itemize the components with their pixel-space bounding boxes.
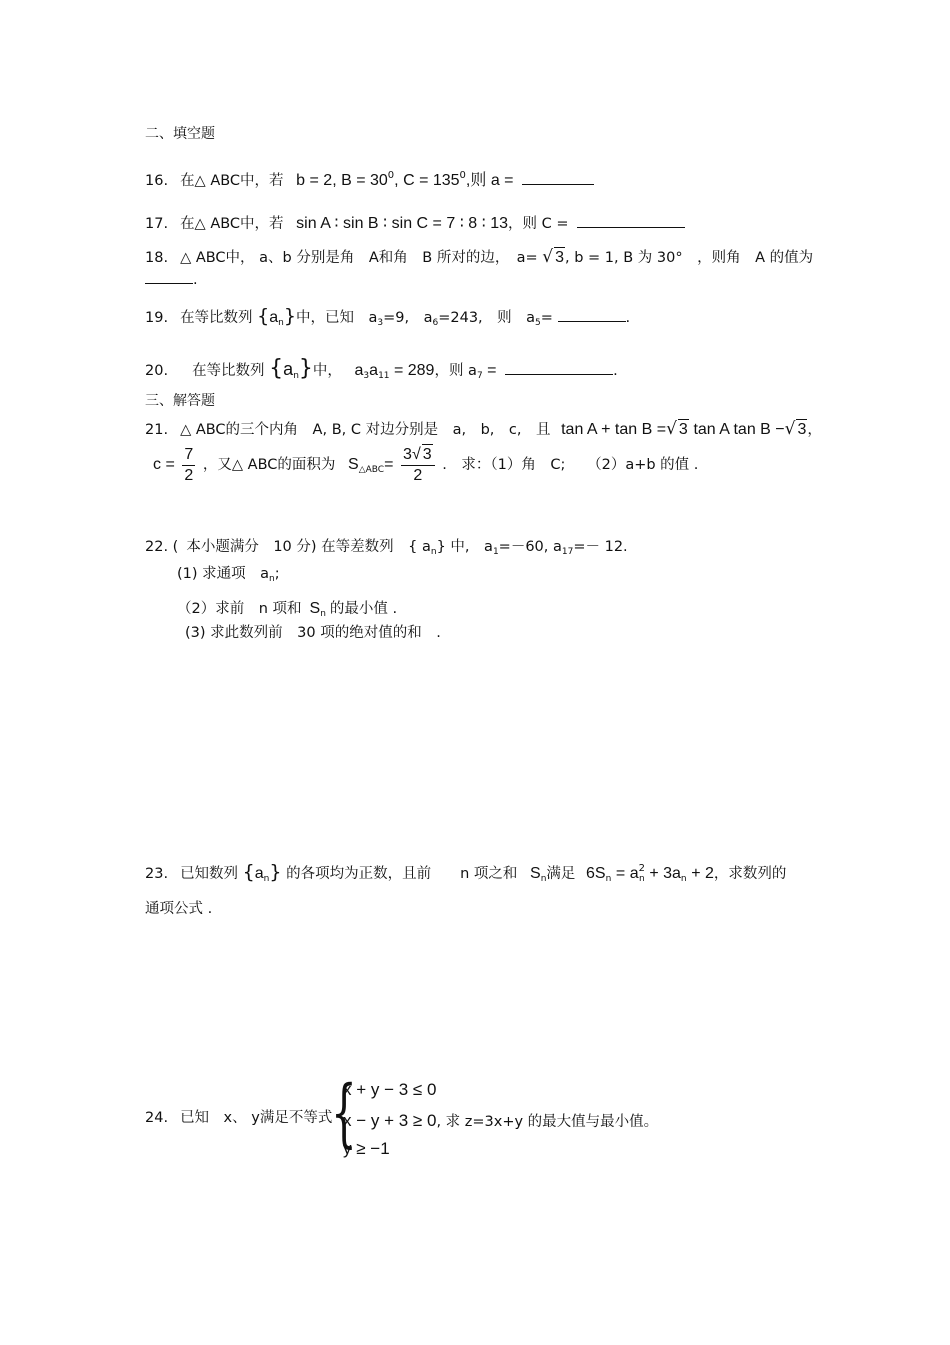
sequence-subscript: n — [263, 874, 270, 884]
question-text-2: ，又△ ABC的面积为 — [202, 457, 336, 473]
equation-constant: + 2 — [691, 865, 714, 882]
question-16 — [145, 170, 594, 190]
subscript: n — [430, 547, 437, 557]
subscript: 3 — [363, 371, 370, 381]
question-18-continued — [145, 272, 198, 289]
question-text-4: =－ 12. — [573, 539, 628, 555]
question-number: 21. — [145, 422, 169, 438]
sqrt-symbol: √ — [542, 247, 554, 267]
equation-lhs: 6S — [586, 865, 606, 882]
subscript: 6 — [432, 318, 439, 328]
answer-blank[interactable] — [145, 282, 193, 284]
sequence-subscript: n — [293, 371, 299, 381]
question-19 — [145, 305, 630, 329]
section-heading-fill-in: 二、填空题 — [145, 126, 215, 142]
math-equals: = — [482, 362, 497, 379]
question-text: △ ABC中， a、b 分别是角 A和角 B 所对的边， a= — [180, 250, 538, 266]
question-text-2: , 求 z=3x+y 的最大值与最小值。 — [436, 1114, 659, 1130]
sqrt-radicand: 3 — [678, 421, 688, 438]
question-24 — [145, 1110, 332, 1127]
subscript: 1 — [492, 547, 499, 557]
answer-blank[interactable] — [558, 320, 626, 322]
fraction-c — [182, 445, 195, 486]
question-text: 已知 x、 y满足不等式 — [180, 1110, 333, 1126]
set-brace-open: { — [242, 861, 255, 883]
sqrt-radicand: 3 — [422, 446, 432, 463]
subscript: n — [540, 874, 547, 884]
sqrt-symbol: √ — [666, 419, 677, 439]
question-text: 在等比数列 — [192, 363, 265, 379]
fraction-numerator: 7 — [182, 445, 195, 466]
fraction-area — [401, 444, 435, 486]
question-number: 22. ( — [145, 539, 179, 555]
question-22-part1 — [177, 566, 280, 585]
answer-blank[interactable] — [577, 226, 685, 228]
degree-mark: 0 — [387, 170, 395, 181]
answer-blank[interactable] — [505, 373, 613, 375]
question-number: 16. — [145, 173, 169, 189]
question-22-part3: (3) 求此数列前 30 项的绝对值的和 . — [185, 625, 441, 641]
sequence-symbol: a — [254, 865, 264, 882]
question-number: 17. — [145, 216, 169, 232]
question-text-3: ，则 a — [434, 363, 477, 379]
math-term: a — [369, 362, 379, 379]
question-text-4: =243, 则 a — [438, 310, 536, 326]
question-text-2: 的各项均为正数，且前 n 项之和 — [286, 866, 518, 882]
sqrt-radicand: 3 — [797, 421, 807, 438]
question-tail: ，则 C = — [508, 216, 569, 232]
sum-symbol: S — [530, 865, 541, 882]
part-tail: 的最小值 . — [329, 601, 398, 617]
question-tail: . — [193, 272, 198, 288]
question-21 — [145, 419, 822, 439]
inequality-2 — [343, 1110, 658, 1131]
question-22-part2 — [177, 599, 397, 620]
subscript: n — [680, 874, 687, 884]
sequence-symbol: a — [283, 359, 294, 379]
subscript: 5 — [535, 318, 541, 328]
question-23-continued: 通项公式 . — [145, 901, 213, 917]
superscript: 2 — [638, 863, 645, 874]
question-21-continued — [153, 444, 698, 486]
question-tail: . — [625, 310, 631, 326]
question-number: 20. — [145, 363, 169, 379]
math-equation-part2: tan A tan B − — [693, 421, 785, 438]
question-number: 23. — [145, 866, 169, 882]
area-subscript: △ABC — [358, 465, 385, 475]
fraction-denominator: 2 — [413, 467, 423, 484]
math-answer-lead: ,则 a = — [465, 172, 514, 189]
question-tail: . — [613, 363, 618, 379]
question-text-2: } 中, a — [436, 539, 493, 555]
part-text: （2）求前 n 项和 — [177, 601, 302, 617]
math-condition-b: b = 2, B = 30 — [296, 172, 388, 189]
sum-symbol: S — [309, 600, 321, 617]
equation-term: + 3a — [649, 865, 681, 882]
question-text: 在△ ABC中，若 — [180, 173, 284, 189]
sqrt-symbol: √ — [784, 419, 796, 439]
answer-blank[interactable] — [522, 183, 594, 185]
question-text-2: 中，已知 a — [295, 310, 378, 326]
sqrt-radicand: 3 — [555, 249, 564, 266]
inequality-2-text: x − y + 3 ≥ 0 — [343, 1111, 437, 1130]
sqrt-symbol: √ — [411, 446, 421, 463]
area-symbol: S — [348, 456, 359, 473]
question-18 — [145, 247, 813, 267]
math-equals: = — [384, 456, 394, 473]
set-brace-close: } — [283, 305, 296, 327]
subscript: 3 — [377, 318, 384, 328]
math-c-equals: c = — [153, 456, 175, 473]
subscript: 11 — [378, 371, 390, 381]
inequality-1: x + y − 3 ≤ 0 — [343, 1080, 437, 1099]
question-text-5: = — [540, 310, 553, 326]
question-text-3: 满足 — [546, 866, 576, 882]
set-brace-open: { — [257, 305, 270, 327]
question-20 — [145, 356, 618, 382]
set-brace-open: { — [269, 356, 284, 381]
subscript: n — [638, 874, 645, 884]
question-text-2: 中， — [312, 363, 342, 379]
question-text-3: . 求：（1）角 C; （2）a+b 的值 . — [442, 457, 699, 473]
subscript: n — [320, 609, 326, 619]
question-text: 已知数列 — [180, 866, 239, 882]
inequality-3: y ≥ −1 — [343, 1139, 390, 1158]
question-22 — [145, 539, 628, 558]
comma: ， — [807, 422, 822, 438]
math-term: a — [354, 362, 364, 379]
math-equation-part1: tan A + tan B = — [561, 421, 667, 438]
question-23 — [145, 861, 786, 885]
section-heading-solve: 三、解答题 — [145, 393, 215, 409]
question-text: △ ABC的三个内角 A, B, C 对边分别是 a, b, c, 且 — [180, 422, 551, 438]
part-text: (1) 求通项 a — [177, 566, 270, 582]
question-text-3: =9, a — [383, 310, 433, 326]
question-17 — [145, 214, 685, 233]
equation-rhs: = a — [615, 865, 639, 882]
numerator-coefficient: 3 — [403, 446, 412, 463]
question-text: 本小题满分 10 分) 在等差数列 { a — [186, 539, 431, 555]
fraction-numerator — [401, 444, 435, 466]
subscript: n — [605, 874, 612, 884]
question-text: 在△ ABC中，若 — [180, 216, 284, 232]
sequence-symbol: a — [269, 309, 279, 326]
question-number: 19. — [145, 310, 169, 326]
question-text: 在等比数列 — [180, 310, 253, 326]
math-value: = 289 — [389, 362, 435, 379]
degree-mark: 0 — [459, 170, 466, 181]
question-text-4: ，求数列的 — [713, 866, 787, 882]
fraction-denominator: 2 — [184, 466, 194, 484]
system-brace: { — [331, 1070, 357, 1156]
question-number: 24. — [145, 1110, 169, 1126]
subscript: 7 — [476, 371, 483, 381]
sequence-subscript: n — [278, 318, 284, 328]
subscript: n — [269, 574, 275, 584]
part-tail: ; — [274, 566, 280, 582]
subscript: 17 — [561, 547, 574, 557]
set-brace-close: } — [269, 861, 282, 883]
math-ratio: sin A ∶ sin B ∶ sin C = 7 ∶ 8 ∶ 13 — [296, 215, 509, 232]
math-condition-c: , C = 135 — [394, 172, 460, 189]
question-text-3: =－60, a — [498, 539, 562, 555]
question-text-2: , b = 1, B 为 30° ，则角 A 的值为 — [565, 250, 814, 266]
set-brace-close: } — [298, 356, 313, 381]
question-number: 18. — [145, 250, 169, 266]
